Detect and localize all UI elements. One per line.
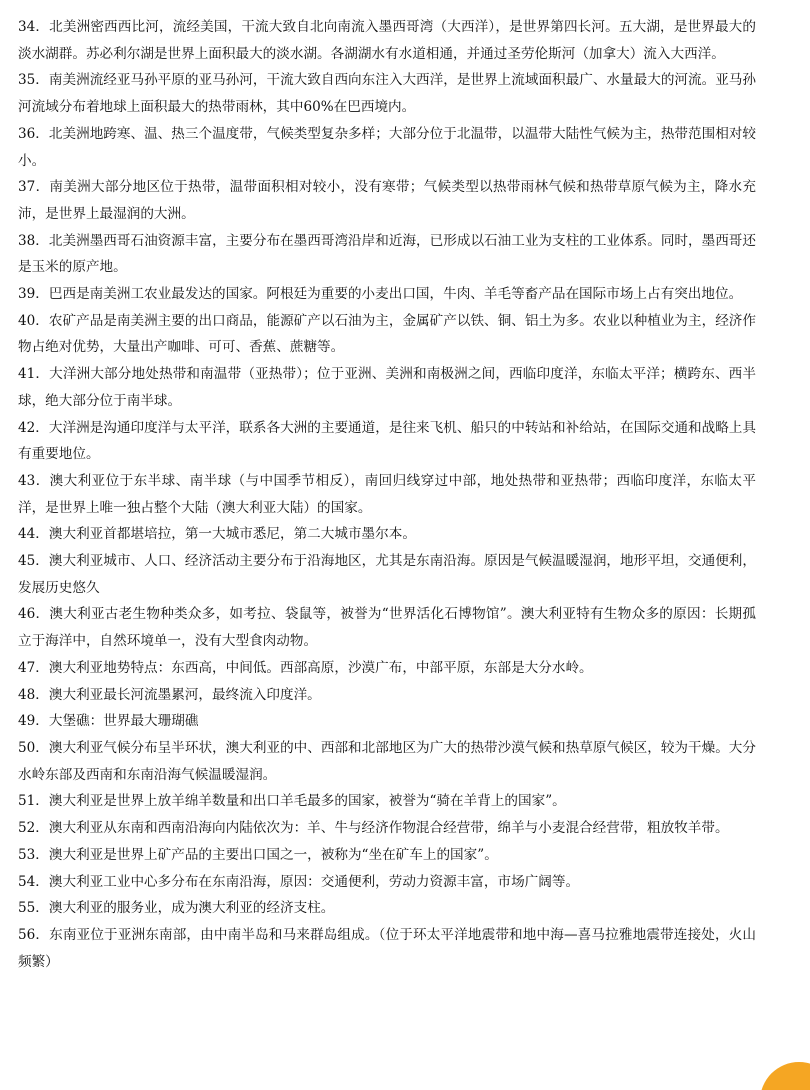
- list-item: 34．北美洲密西西比河，流经美国，干流大致自北向南流入墨西哥湾（大西洋），是世界第四长河。五大湖，是世界最大的淡水湖群。苏必利尔湖是世界上面积最大的淡水湖。各湖湖水有水道相通，并通过圣劳伦斯河（加拿大）流入大西洋。: [18, 19, 756, 62]
- list-item: 46．澳大利亚古老生物种类众多，如考拉、袋鼠等，被誉为“世界活化石博物馆”。澳大利亚特有生物众多的原因：长期孤立于海洋中，自然环境单一，没有大型食肉动物。: [18, 606, 756, 650]
- list-item: 53．澳大利亚是世界上矿产品的主要出口国之一，被称为“坐在矿车上的国家”。: [18, 846, 498, 863]
- list-item: 37．南美洲大部分地区位于热带，温带面积相对较小，没有寒带；气候类型以热带雨林气候和热带草原气候为主，降水充沛，是世界上最湿润的大洲。: [18, 179, 756, 222]
- list-item: 56．东南亚位于亚洲东南部，由中南半岛和马来群岛组成。（位于环太平洋地震带和地中海—喜马拉雅地震带连接处，火山频繁）: [18, 926, 756, 970]
- list-item: 36．北美洲地跨寒、温、热三个温度带，气候类型复杂多样；大部分位于北温带，以温带大陆性气候为主，热带范围相对较小。: [18, 125, 756, 169]
- list-item: 55．澳大利亚的服务业，成为澳大利亚的经济支柱。: [18, 900, 335, 917]
- knowledge-point-list: [18, 14, 756, 975]
- list-item: 48．澳大利亚最长河流墨累河，最终流入印度洋。: [18, 686, 321, 703]
- list-item: 54．澳大利亚工业中心多分布在东南沿海，原因：交通便利，劳动力资源丰富，市场广阔等。: [18, 873, 580, 890]
- list-item: 40．农矿产品是南美洲主要的出口商品，能源矿产以石油为主，金属矿产以铁、铜、铝土为多。农业以种植业为主，经济作物占绝对优势，大量出产咖啡、可可、香蕉、蔗糖等。: [18, 312, 756, 356]
- corner-accent-circle: [760, 1062, 810, 1090]
- list-item: 47．澳大利亚地势特点：东西高，中间低。西部高原，沙漠广布，中部平原，东部是大分水岭。: [18, 659, 593, 676]
- list-item: 43．澳大利亚位于东半球、南半球（与中国季节相反），南回归线穿过中部，地处热带和亚热带；西临印度洋，东临太平洋，是世界上唯一独占整个大陆（澳大利亚大陆）的国家。: [18, 472, 756, 516]
- list-item: 38．北美洲墨西哥石油资源丰富，主要分布在墨西哥湾沿岸和近海，已形成以石油工业为支柱的工业体系。同时，墨西哥还是玉米的原产地。: [18, 232, 756, 276]
- list-item: 42．大洋洲是沟通印度洋与太平洋，联系各大洲的主要通道，是往来飞机、船只的中转站和补给站，在国际交通和战略上具有重要地位。: [18, 419, 756, 463]
- list-item: 52．澳大利亚从东南和西南沿海向内陆依次为：羊、牛与经济作物混合经营带，绵羊与小麦混合经营带，粗放牧羊带。: [18, 820, 729, 837]
- list-item: 51．澳大利亚是世界上放羊绵羊数量和出口羊毛最多的国家，被誉为“骑在羊背上的国家”。: [18, 793, 566, 810]
- list-item: 49．大堡礁：世界最大珊瑚礁: [18, 713, 199, 730]
- list-item: 50．澳大利亚气候分布呈半环状，澳大利亚的中、西部和北部地区为广大的热带沙漠气候和热草原气候区，较为干燥。大分水岭东部及西南和东南沿海气候温暖湿润。: [18, 739, 756, 783]
- list-item: 39．巴西是南美洲工农业最发达的国家。阿根廷为重要的小麦出口国，牛肉、羊毛等畜产品在国际市场上占有突出地位。: [18, 286, 743, 303]
- list-item: 41．大洋洲大部分地处热带和南温带（亚热带）；位于亚洲、美洲和南极洲之间，西临印度洋，东临太平洋；横跨东、西半球，绝大部分位于南半球。: [18, 366, 756, 409]
- list-item: 35．南美洲流经亚马孙平原的亚马孙河，干流大致自西向东注入大西洋，是世界上流域面积最广、水量最大的河流。亚马孙河流域分布着地球上面积最大的热带雨林，其中60%在巴西境内。: [18, 72, 756, 116]
- list-item: 44．澳大利亚首都堪培拉，第一大城市悉尼，第二大城市墨尔本。: [18, 526, 416, 543]
- list-item: 45．澳大利亚城市、人口、经济活动主要分布于沿海地区，尤其是东南沿海。原因是气候温暖湿润，地形平坦，交通便利，发展历史悠久: [18, 553, 756, 596]
